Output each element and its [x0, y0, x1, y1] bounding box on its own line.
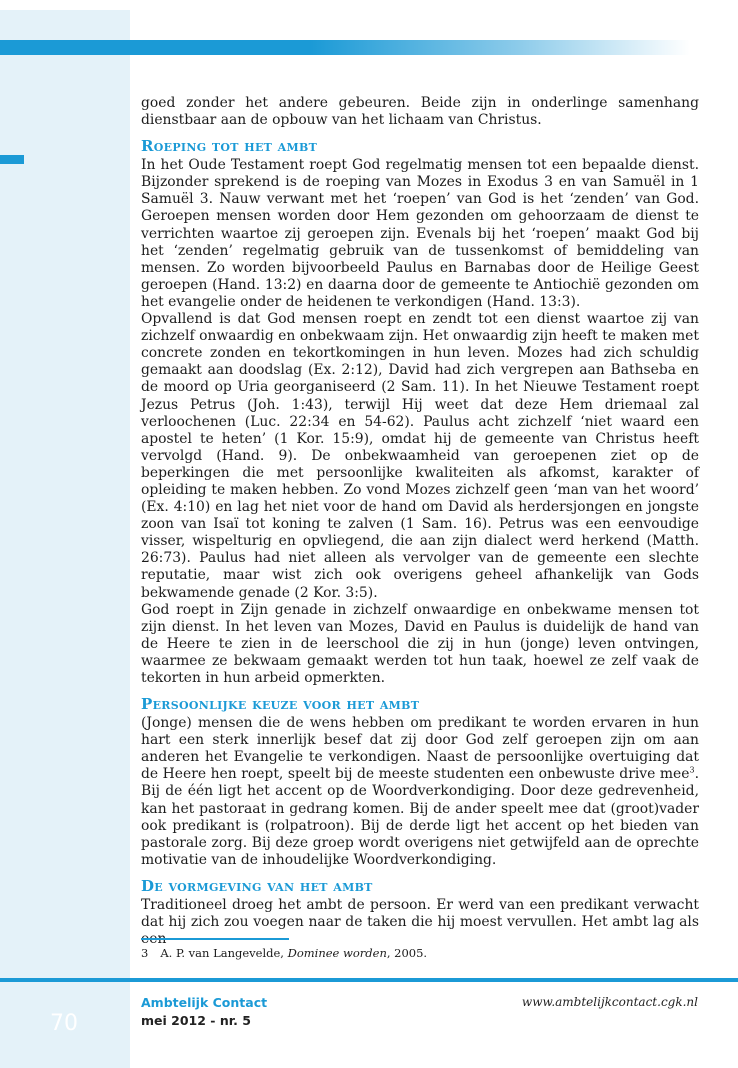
page-number: 70	[50, 1011, 78, 1036]
website-link[interactable]: www.ambtelijkcontact.cgk.nl	[521, 995, 698, 1009]
section-heading-roeping: Roeping tot het ambt	[141, 137, 318, 156]
top-gradient-stripe	[0, 40, 690, 55]
intro-paragraph: goed zonder het andere gebeuren. Beide zijn in onderlinge samenhang dienstbaar aan de opbouw van het lichaam van Christus.	[141, 95, 699, 129]
section1-paragraph-1: In het Oude Testament roept God regelmatig mensen tot een bepaalde dienst. Bijzonder sprekend is de roeping van Mozes in Exodus 3 en van Samuël in 1 Samuël 3. Nauw verwant met het ‘roepen’ van God is het ‘zenden’ van God. Geroepen mensen worden door Hem gezonden om gehoorzaam de dienst te verrichten waartoe zij geroepen zijn. Evenals bij het ‘roepen’ maakt God bij het ‘zenden’ regelmatig gebruik van de tussenkomst of bemiddeling van mensen. Zo worden bijvoorbeeld Paulus en Barnabas door de Heilige Geest geroepen (Hand. 13:2) en daarna door de gemeente te Antiochië gezonden om het evangelie onder de heidenen te verkondigen (Hand. 13:3).	[141, 157, 699, 310]
footnote-reference[interactable]: 3	[689, 765, 695, 775]
left-sidebar-band	[0, 10, 130, 1068]
footer-divider	[0, 978, 738, 982]
footnote-year: , 2005.	[386, 946, 428, 960]
footnote-number: 3	[141, 946, 149, 960]
section2-text-a: (Jonge) mensen die de wens hebben om predikant te worden ervaren in hun hart een sterk innerlijk besef dat zij door God zelf geroepen zijn om aan anderen het Evangelie te verkondigen. Naast de persoonlijke overtuiging dat de Heere hen roept, speelt bij de meeste studenten een onbewuste drive mee	[141, 715, 699, 783]
section2-text-b: . Bij de één ligt het accent op de Woordverkondiging. Door deze gedrevenheid, kan het pastoraat in gedrang komen. Bij de ander speelt mee dat (groot)vader ook predikant is (rolpatroon). Bij de derde ligt het accent op het bieden van pastorale zorg. Bij deze groep wordt overigens niet getwijfeld aan de oprechte motivatie van de inhoudelijke Woordverkondiging.	[141, 766, 699, 868]
footnote-title: Dominee worden	[287, 946, 387, 960]
journal-title: Ambtelijk Contact	[141, 995, 268, 1010]
article-body	[141, 95, 699, 948]
footnote	[141, 946, 427, 960]
section-heading-vormgeving: De vormgeving van het ambt	[141, 876, 373, 895]
section-heading-persoonlijke-keuze: Persoonlijke keuze voor het ambt	[141, 695, 420, 714]
footnote-author: A. P. van Langevelde,	[160, 946, 288, 960]
side-marker	[0, 155, 24, 164]
issue-label: mei 2012 - nr. 5	[141, 1013, 251, 1028]
section1-paragraph-3: God roept in Zijn genade in zichzelf onwaardige en onbekwame mensen tot zijn dienst. In het leven van Mozes, David en Paulus is duidelijk de hand van de Heere te zien in de leerschool die zij in hun (jonge) leven ontvingen, waarmee ze bekwaam gemaakt werden tot hun taak, hoewel ze zelf vaak de tekorten in hun arbeid opmerkten.	[141, 601, 699, 686]
section3-paragraph-1: Traditioneel droeg het ambt de persoon. Er werd van een predikant verwacht dat hij zich zou voegen naar de taken die hij moest vervullen. Het ambt lag als	[141, 896, 699, 931]
footnote-divider	[141, 938, 289, 940]
section1-paragraph-2: Opvallend is dat God mensen roept en zendt tot een dienst waartoe zij van zichzelf onwaardig en onbekwaam zijn. Het onwaardig zijn heeft te maken met concrete zonden en tekortkomingen in hun leven. Mozes had zich schuldig gemaakt aan doodslag (Ex. 2:12), David had zich vergrepen aan Bathseba en de moord op Uria georganiseerd (2 Sam. 11). In het Nieuwe Testament roept Jezus Petrus (Joh. 1:43), terwijl Hij weet dat deze Hem driemaal zal verloochenen (Luc. 22:34 en 54-62). Paulus acht zichzelf ‘niet waard een apostel te heten’ (1 Kor. 15:9), omdat hij de gemeente van Christus heeft vervolgd (Hand. 9). De onbekwaamheid van geroepenen ziet op de beperkingen die met persoonlijke kwaliteiten als afkomst, karakter of opleiding te maken hebben. Zo vond Mozes zichzelf geen ‘man van het woord’ (Ex. 4:10) en lag het niet voor de hand om David als herdersjongen en jongste zoon van Isaï tot koning te zalven (1 Sam. 16). Petrus was een eenvoudige visser, wispelturig en opvliegend, die aan zijn dialect werd herkend (Matth. 26:73). Paulus had niet alleen als vervolger van de gemeente een slechte reputatie, maar wist zich ook overigens geheel afhankelijk van Gods bekwamende genade (2 Kor. 3:5).	[141, 311, 699, 601]
section2-paragraph-1	[141, 715, 699, 869]
